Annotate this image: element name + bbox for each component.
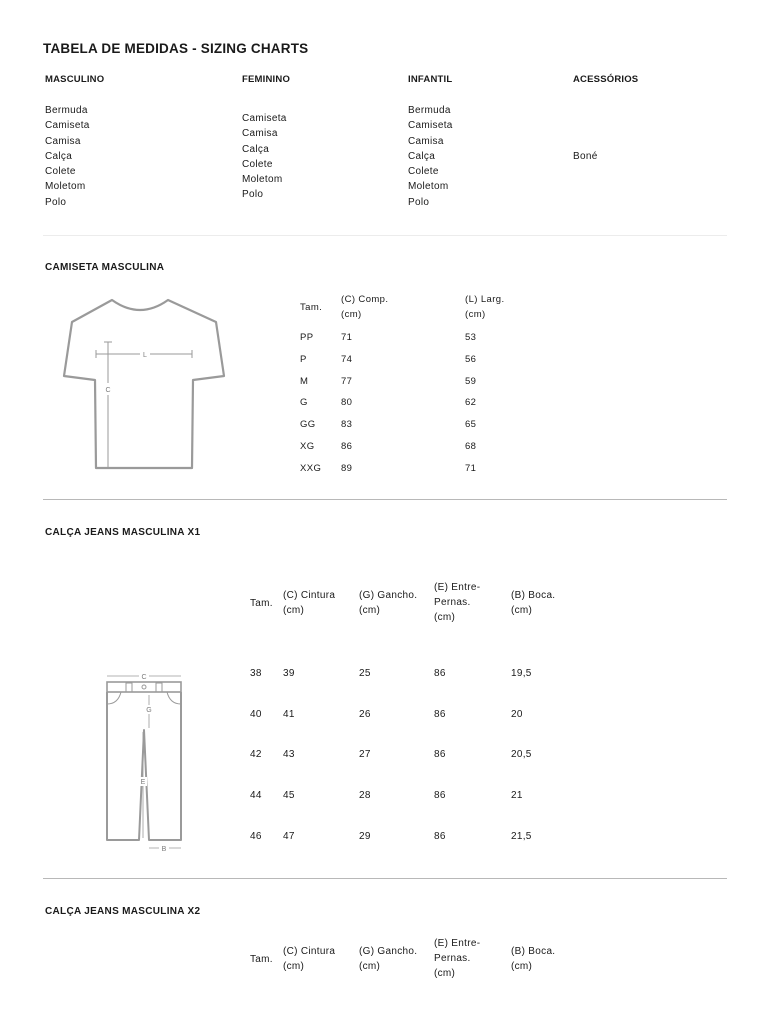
table-cell: 53	[465, 332, 477, 343]
category-link[interactable]: Moletom	[45, 181, 86, 193]
size-label: G	[300, 397, 308, 409]
diagram-label-rise: G	[146, 707, 152, 714]
table-cell: 80	[341, 397, 353, 409]
category-link[interactable]: Camiseta	[45, 120, 90, 132]
category-link[interactable]: Moletom	[242, 174, 283, 186]
table-cell: 47	[283, 830, 295, 842]
table-cell: 28	[359, 790, 371, 802]
table-cell: 41	[283, 708, 295, 720]
diagram-label-width: L	[143, 352, 147, 359]
table-cell: 86	[434, 790, 446, 802]
table-cell: 26	[359, 708, 371, 720]
category-heading-feminino: FEMININO	[242, 74, 291, 85]
size-label: 46	[250, 830, 262, 842]
size-label: M	[300, 375, 309, 387]
category-list-acessorios	[573, 149, 598, 164]
table-header: (C) Comp. (cm)	[341, 294, 389, 320]
category-link[interactable]: Camiseta	[408, 120, 453, 132]
table-header: (E) Entre- Pernas. (cm)	[434, 938, 481, 979]
table-cell: 62	[465, 397, 477, 409]
size-label: 38	[250, 668, 262, 679]
category-link[interactable]: Boné	[573, 151, 598, 162]
category-link[interactable]: Moletom	[408, 181, 449, 193]
category-link[interactable]: Colete	[408, 166, 439, 178]
divider	[43, 235, 727, 236]
category-link[interactable]: Camisa	[242, 128, 278, 140]
table-cell: 56	[465, 353, 477, 365]
size-label: PP	[300, 332, 314, 343]
section-title-jeans-x1: CALÇA JEANS MASCULINA X1	[45, 527, 201, 538]
table-cell: 43	[283, 749, 295, 761]
table-cell: 39	[283, 668, 295, 679]
category-link[interactable]: Bermuda	[45, 105, 88, 116]
table-cell: 20	[511, 708, 523, 720]
category-list-infantil	[408, 103, 453, 210]
table-cell: 29	[359, 830, 371, 842]
table-header: (G) Gancho. (cm)	[359, 590, 418, 616]
divider	[43, 878, 727, 879]
table-header: (B) Boca. (cm)	[511, 590, 556, 616]
size-label: 44	[250, 790, 262, 802]
table-cell: 74	[341, 353, 353, 365]
table-header: (E) Entre- Pernas. (cm)	[434, 582, 481, 623]
divider	[43, 499, 727, 500]
table-cell: 19,5	[511, 668, 532, 679]
tshirt-diagram	[56, 292, 236, 472]
category-link[interactable]: Polo	[242, 189, 264, 201]
table-header: Tam.	[300, 302, 323, 313]
table-header: (C) Cintura (cm)	[283, 590, 336, 616]
table-cell: 45	[283, 790, 295, 802]
table-cell: 65	[465, 419, 477, 431]
category-link[interactable]: Calça	[242, 143, 270, 155]
table-cell: 83	[341, 419, 353, 431]
table-header: (B) Boca. (cm)	[511, 946, 556, 972]
category-link[interactable]: Calça	[408, 150, 436, 162]
category-list-feminino	[242, 111, 287, 203]
jeans-diagram	[100, 668, 190, 854]
category-link[interactable]: Camisa	[45, 135, 81, 147]
table-cell: 25	[359, 668, 371, 679]
table-cell: 77	[341, 375, 353, 387]
table-cell: 86	[434, 830, 446, 842]
category-list-masculino	[45, 103, 90, 210]
section-title-jeans-x2: CALÇA JEANS MASCULINA X2	[45, 906, 201, 917]
category-heading-infantil: INFANTIL	[408, 74, 453, 85]
table-cell: 86	[341, 441, 353, 452]
size-label: P	[300, 353, 307, 365]
table-cell: 89	[341, 462, 353, 474]
table-header: (L) Larg. (cm)	[465, 294, 505, 320]
size-label: GG	[300, 419, 316, 431]
table-cell: 68	[465, 441, 477, 452]
category-link[interactable]: Bermuda	[408, 105, 451, 116]
table-cell: 21,5	[511, 830, 532, 842]
category-link[interactable]: Calça	[45, 150, 73, 162]
table-header: (C) Cintura (cm)	[283, 946, 336, 972]
table-cell: 71	[341, 332, 353, 343]
table-cell: 71	[465, 462, 477, 474]
page-title: TABELA DE MEDIDAS - SIZING CHARTS	[43, 41, 309, 56]
category-link[interactable]: Polo	[45, 196, 67, 208]
category-heading-masculino: MASCULINO	[45, 74, 105, 85]
table-cell: 86	[434, 749, 446, 761]
table-header: Tam.	[250, 954, 273, 965]
diagram-label-length: C	[105, 387, 111, 394]
section-title-shirt: CAMISETA MASCULINA	[45, 262, 165, 273]
category-link[interactable]: Polo	[408, 196, 430, 208]
size-label: XG	[300, 441, 315, 452]
size-label: XXG	[300, 462, 322, 474]
category-link[interactable]: Camisa	[408, 135, 444, 147]
diagram-label-inseam: E	[140, 779, 146, 786]
table-cell: 27	[359, 749, 371, 761]
size-label: 42	[250, 749, 262, 761]
table-header: (G) Gancho. (cm)	[359, 946, 418, 972]
category-heading-acessorios: ACESSÓRIOS	[573, 74, 639, 85]
diagram-label-waist: C	[141, 674, 147, 681]
table-cell: 20,5	[511, 749, 532, 761]
category-link[interactable]: Camiseta	[242, 113, 287, 124]
category-link[interactable]: Colete	[45, 166, 76, 178]
table-cell: 86	[434, 668, 446, 679]
size-label: 40	[250, 708, 262, 720]
table-cell: 59	[465, 375, 477, 387]
table-cell: 86	[434, 708, 446, 720]
diagram-label-hem: B	[161, 846, 167, 853]
table-cell: 21	[511, 790, 523, 802]
table-header: Tam.	[250, 598, 273, 609]
category-link[interactable]: Colete	[242, 158, 273, 170]
